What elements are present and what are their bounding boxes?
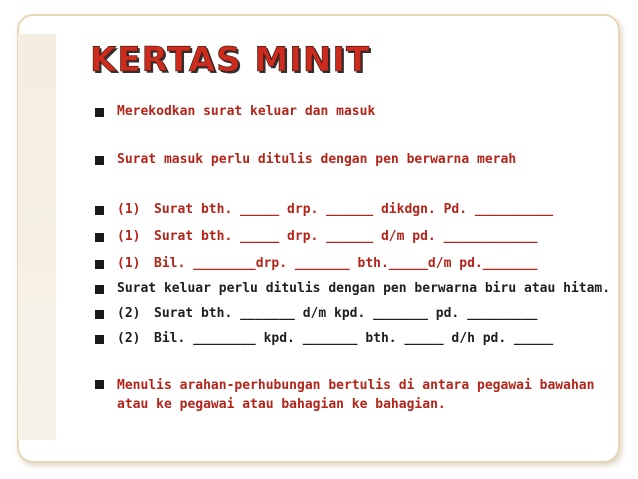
- square-bullet-icon: [95, 233, 104, 242]
- bullet-text: Surat bth. _______ d/m kpd. _______ pd. _________: [154, 306, 538, 321]
- bullet-text: Bil. ________ kpd. _______ bth. _____ d/h pd. _____: [154, 331, 554, 346]
- bullet-number: (1): [117, 256, 141, 271]
- bullet-item-1: [95, 104, 375, 119]
- slide-title: KERTAS MINIT: [90, 40, 371, 80]
- bullet-item-9: [95, 376, 617, 414]
- bullet-text: Surat bth. _____ drp. ______ dikdgn. Pd. __________: [154, 202, 554, 217]
- bullet-item-4: [95, 229, 538, 244]
- bullet-text: Surat keluar perlu ditulis dengan pen berwarna biru atau hitam.: [117, 281, 611, 296]
- square-bullet-icon: [95, 285, 104, 294]
- square-bullet-icon: [95, 335, 104, 344]
- bullet-item-5: [95, 256, 538, 271]
- square-bullet-icon: [95, 380, 104, 389]
- bullet-number: (1): [117, 229, 141, 244]
- square-bullet-icon: [95, 206, 104, 215]
- bullet-item-6: [95, 281, 610, 296]
- bullet-text: Bil. ________drp. _______ bth._____d/m pd._______: [154, 256, 538, 271]
- bullet-item-7: [95, 306, 538, 321]
- bullet-text: Surat bth. _____ drp. ______ d/m pd. ____________: [154, 229, 538, 244]
- bullet-number: (2): [117, 331, 141, 346]
- bullet-number: (2): [117, 306, 141, 321]
- square-bullet-icon: [95, 260, 104, 269]
- square-bullet-icon: [95, 310, 104, 319]
- square-bullet-icon: [95, 108, 104, 117]
- bullet-number: (1): [117, 202, 141, 217]
- square-bullet-icon: [95, 156, 104, 165]
- bullet-item-3: [95, 202, 553, 217]
- bullet-item-2: [95, 152, 516, 167]
- bullet-text: Menulis arahan-perhubungan bertulis di antara pegawai bawahan atau ke pegawai atau bahagian ke bahagian.: [117, 378, 595, 412]
- bullet-text: Merekodkan surat keluar dan masuk: [117, 104, 376, 119]
- left-decorative-band: [18, 34, 56, 440]
- bullet-text: Surat masuk perlu ditulis dengan pen berwarna merah: [117, 152, 517, 167]
- bullet-item-8: [95, 331, 553, 346]
